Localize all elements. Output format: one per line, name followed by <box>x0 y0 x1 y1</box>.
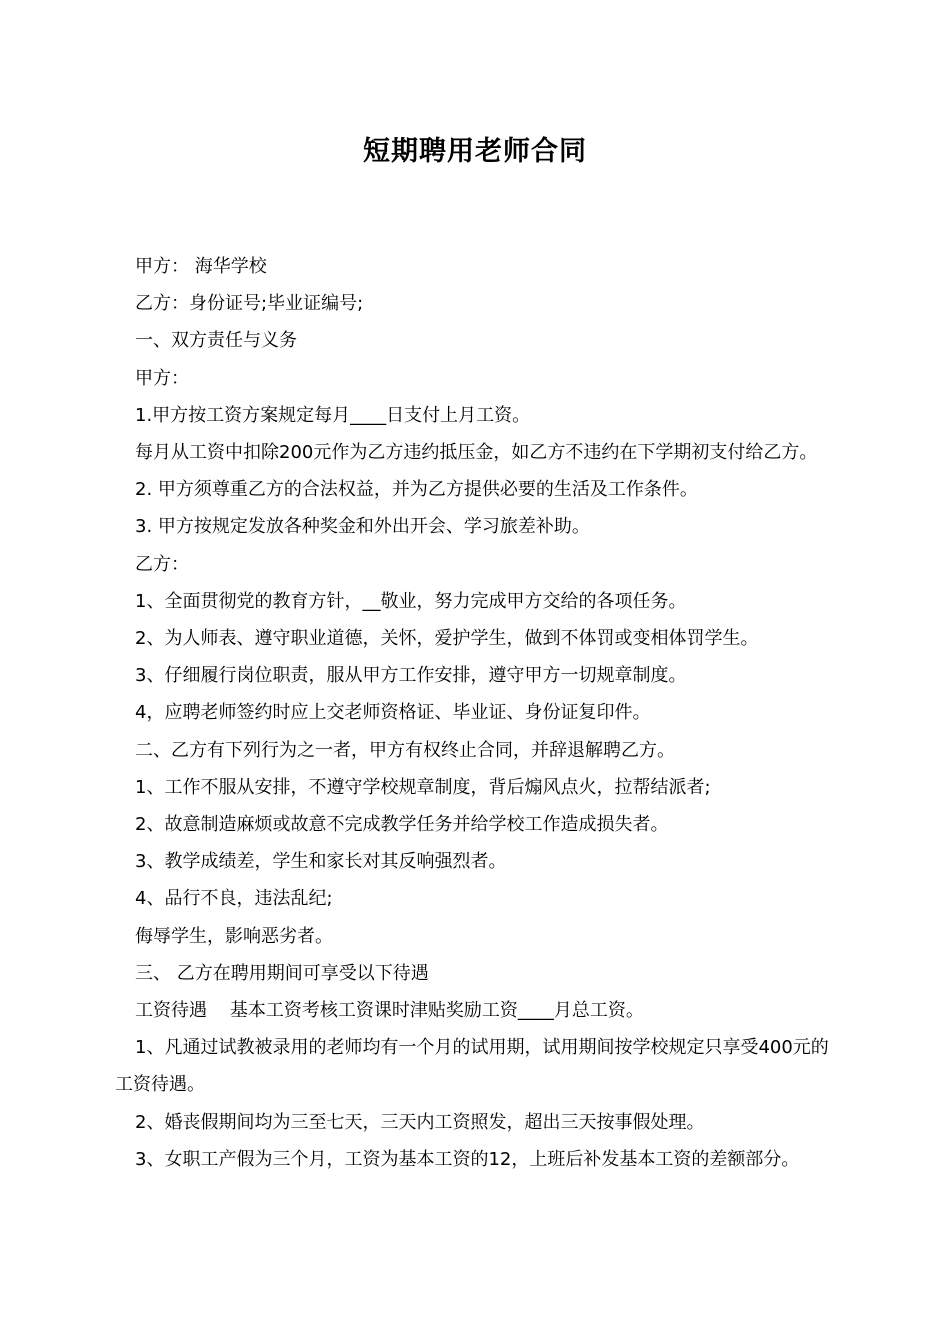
paragraph-party-b-label: 乙方： <box>135 553 189 575</box>
paragraph-termination-3: 3、教学成绩差，学生和家长对其反响强烈者。 <box>135 851 507 873</box>
paragraph-a-item-1: 1.甲方按工资方案规定每月____日支付上月工资。 <box>135 404 531 426</box>
section-heading-3: 三、 乙方在聘用期间可享受以下待遇 <box>135 962 429 984</box>
paragraph-benefit-3: 3、女职工产假为三个月，工资为基本工资的12，上班后补发基本工资的差额部分。 <box>135 1148 800 1170</box>
paragraph-termination-5: 侮辱学生，影响恶劣者。 <box>135 925 333 947</box>
paragraph-a-item-3: 3. 甲方按规定发放各种奖金和外出开会、学习旅差补助。 <box>135 516 590 538</box>
paragraph-b-item-3: 3、仔细履行岗位职责，服从甲方工作安排，遵守甲方一切规章制度。 <box>135 665 687 687</box>
section-heading-1: 一、双方责任与义务 <box>135 330 297 352</box>
paragraph-salary: 工资待遇 基本工资考核工资课时津贴奖励工资____月总工资。 <box>135 1000 644 1022</box>
paragraph-termination-2: 2、故意制造麻烦或故意不完成教学任务并给学校工作造成损失者。 <box>135 814 669 836</box>
paragraph-party-a-label: 甲方： <box>135 367 189 389</box>
document-body <box>115 248 845 1178</box>
paragraph-a-deposit: 每月从工资中扣除200元作为乙方违约抵压金，如乙方不违约在下学期初支付给乙方。 <box>135 442 818 464</box>
document-title: 短期聘用老师合同 <box>363 136 587 167</box>
section-heading-2: 二、乙方有下列行为之一者，甲方有权终止合同，并辞退解聘乙方。 <box>135 739 675 761</box>
paragraph-party-a: 甲方： 海华学校 <box>135 256 267 277</box>
paragraph-benefit-2: 2、婚丧假期间均为三至七天，三天内工资照发，超出三天按事假处理。 <box>135 1111 705 1133</box>
paragraph-b-item-2: 2、为人师表、遵守职业道德，关怀，爱护学生，做到不体罚或变相体罚学生。 <box>135 628 759 650</box>
paragraph-termination-1: 1、工作不服从安排，不遵守学校规章制度，背后煽风点火，拉帮结派者; <box>135 776 711 798</box>
paragraph-b-item-4: 4，应聘老师签约时应上交老师资格证、毕业证、身份证复印件。 <box>135 702 651 724</box>
paragraph-benefit-1: 1、凡通过试教被录用的老师均有一个月的试用期，试用期间按学校规定只享受400元的工资待遇。 <box>115 1037 829 1096</box>
paragraph-b-item-1: 1、全面贯彻党的教育方针，__敬业，努力完成甲方交给的各项任务。 <box>135 590 687 612</box>
paragraph-termination-4: 4、品行不良，违法乱纪; <box>135 888 333 910</box>
paragraph-a-item-2: 2. 甲方须尊重乙方的合法权益，并为乙方提供必要的生活及工作条件。 <box>135 479 698 501</box>
paragraph-party-b: 乙方：身份证号;毕业证编号; <box>135 293 364 315</box>
